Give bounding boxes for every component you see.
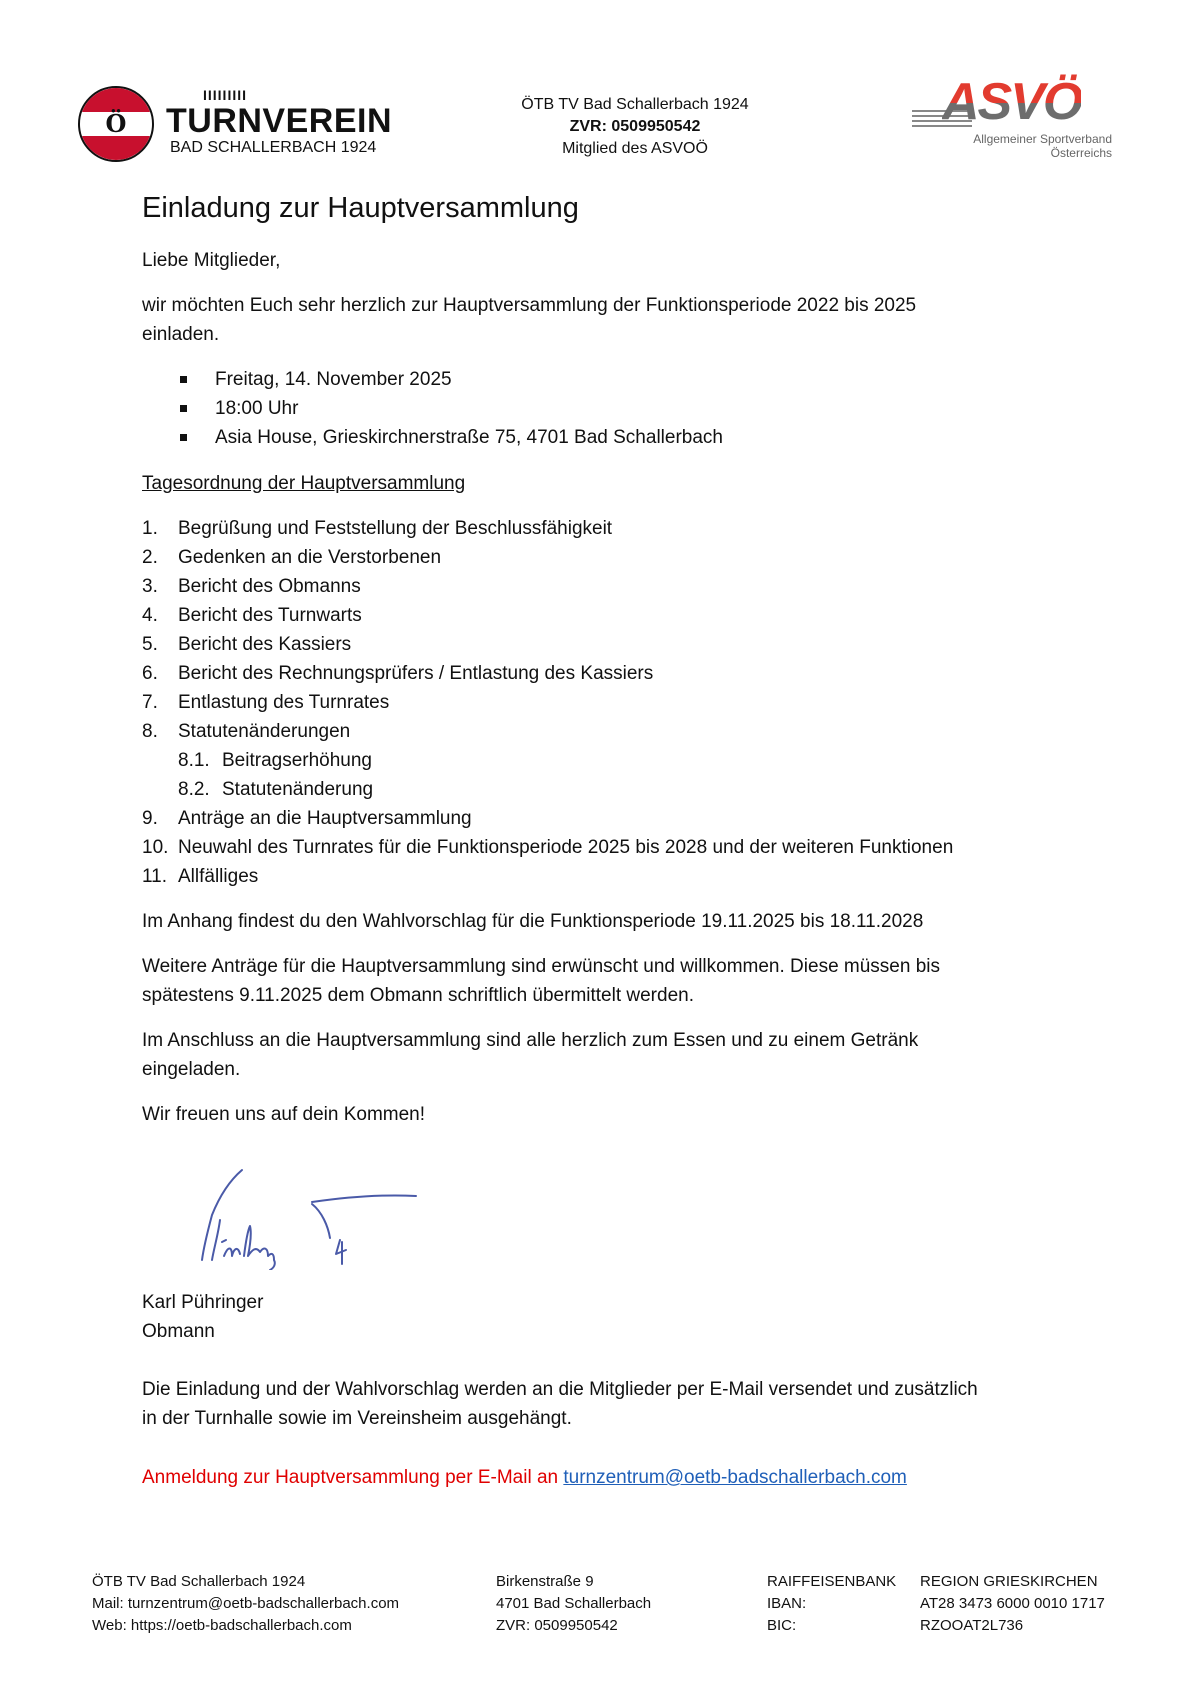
club-membership: Mitglied des ASVOÖ [562, 140, 708, 157]
distribution-line-2: in der Turnhalle sowie im Vereinsheim ausgehängt. [142, 1408, 572, 1429]
agenda-heading: Tagesordnung der Hauptversammlung [142, 473, 466, 494]
intro-line-2: einladen. [142, 324, 220, 345]
asvo-subtitle-2: Österreichs [1050, 146, 1112, 160]
footer-web[interactable]: Web: https://oetb-badschallerbach.com [92, 1617, 352, 1634]
club-zvr: ZVR: 0509950542 [569, 118, 701, 135]
agenda-subitem: 8.1. Beitragserhöhung [178, 750, 372, 771]
agenda-item: 9. Anträge an die Hauptversammlung [142, 808, 472, 829]
turnverein-logo [78, 84, 393, 164]
agenda-item: 3. Bericht des Obmanns [142, 576, 361, 597]
bullet-icon [180, 434, 187, 441]
footer-bank-region: REGION GRIESKIRCHEN [920, 1573, 1098, 1590]
asvo-wordmark: ASVÖ [942, 73, 1082, 131]
footer-zvr: ZVR: 0509950542 [496, 1617, 618, 1634]
footer-col-bank-labels [767, 1571, 896, 1637]
logo-subtitle: BAD SCHALLERBACH 1924 [170, 139, 377, 156]
registration-email-link[interactable]: turnzentrum@oetb-badschallerbach.com [563, 1467, 907, 1488]
food-line-1: Im Anschluss an die Hauptversammlung sind alle herzlich zum Essen und zu einem Getränk [142, 1030, 919, 1051]
agenda-item: 10. Neuwahl des Turnrates für die Funktionsperiode 2025 bis 2028 und der weiteren Funktionen [142, 837, 954, 858]
agenda-item: 4. Bericht des Turnwarts [142, 605, 362, 626]
agenda-item: 2. Gedenken an die Verstorbenen [142, 547, 442, 568]
registration-text: Anmeldung zur Hauptversammlung per E-Mail an [142, 1467, 564, 1488]
footer-col-club [92, 1571, 399, 1637]
agenda-item: 5. Bericht des Kassiers [142, 634, 352, 655]
club-name: ÖTB TV Bad Schallerbach 1924 [521, 96, 749, 113]
footer-col-bank-values [920, 1571, 1105, 1637]
footer-mail[interactable]: Mail: turnzentrum@oetb-badschallerbach.com [92, 1595, 400, 1612]
distribution-line-1: Die Einladung und der Wahlvorschlag werden an die Mitglieder per E-Mail versendet und zusätzlich [142, 1379, 978, 1400]
agenda-item: 8. Statutenänderungen [142, 721, 351, 742]
agenda-item: 7. Entlastung des Turnrates [142, 692, 390, 713]
agenda-item: 6. Bericht des Rechnungsprüfers / Entlastung des Kassiers [142, 663, 654, 684]
bullet-icon [180, 376, 187, 383]
footer-club-name: ÖTB TV Bad Schallerbach 1924 [92, 1573, 306, 1590]
agenda-item: 1. Begrüßung und Feststellung der Beschlussfähigkeit [142, 518, 613, 539]
oetb-emblem-icon [78, 86, 154, 162]
food-line-2: eingeladen. [142, 1059, 241, 1080]
footer-col-address [496, 1571, 651, 1637]
asvo-subtitle-1: Allgemeiner Sportverband [973, 132, 1112, 146]
salutation: Liebe Mitglieder, [142, 250, 281, 271]
footer-iban-label: IBAN: [767, 1595, 807, 1612]
footer-street: Birkenstraße 9 [496, 1573, 594, 1590]
agenda-list [142, 514, 1042, 894]
footer-bank-name: RAIFFEISENBANK [767, 1573, 897, 1590]
closing-line: Wir freuen uns auf dein Kommen! [142, 1104, 426, 1125]
agenda-subitem: 8.2. Statutenänderung [178, 779, 374, 800]
motions-line-1: Weitere Anträge für die Hauptversammlung sind erwünscht und willkommen. Diese müssen bis [142, 956, 941, 977]
bullet-icon [180, 405, 187, 412]
registration-line [142, 1463, 907, 1492]
agenda-item: 11. Allfälliges [142, 866, 259, 887]
emblem-letter: Ö [105, 109, 127, 138]
page-title: Einladung zur Hauptversammlung [142, 192, 579, 224]
signature-icon [190, 1160, 430, 1270]
logo-bars: IIIIIIIII [203, 87, 248, 103]
footer-bic-label: BIC: [767, 1617, 797, 1634]
footer-bic-value: RZOOAT2L736 [920, 1617, 1024, 1634]
intro-line-1: wir möchten Euch sehr herzlich zur Hauptversammlung der Funktionsperiode 2022 bis 2025 [142, 295, 917, 316]
footer-iban-value: AT28 3473 6000 0010 1717 [920, 1595, 1105, 1612]
header-club-info [460, 94, 810, 160]
attachment-note: Im Anhang findest du den Wahlvorschlag für die Funktionsperiode 19.11.2025 bis 18.11.2028 [142, 911, 924, 932]
logo-name: TURNVEREIN [166, 102, 393, 140]
footer-city: 4701 Bad Schallerbach [496, 1595, 652, 1612]
asvo-logo [912, 73, 1112, 164]
signer-role: Obmann [142, 1321, 215, 1342]
motions-line-2: spätestens 9.11.2025 dem Obmann schriftlich übermittelt werden. [142, 985, 694, 1006]
signer-name: Karl Pühringer [142, 1292, 264, 1313]
